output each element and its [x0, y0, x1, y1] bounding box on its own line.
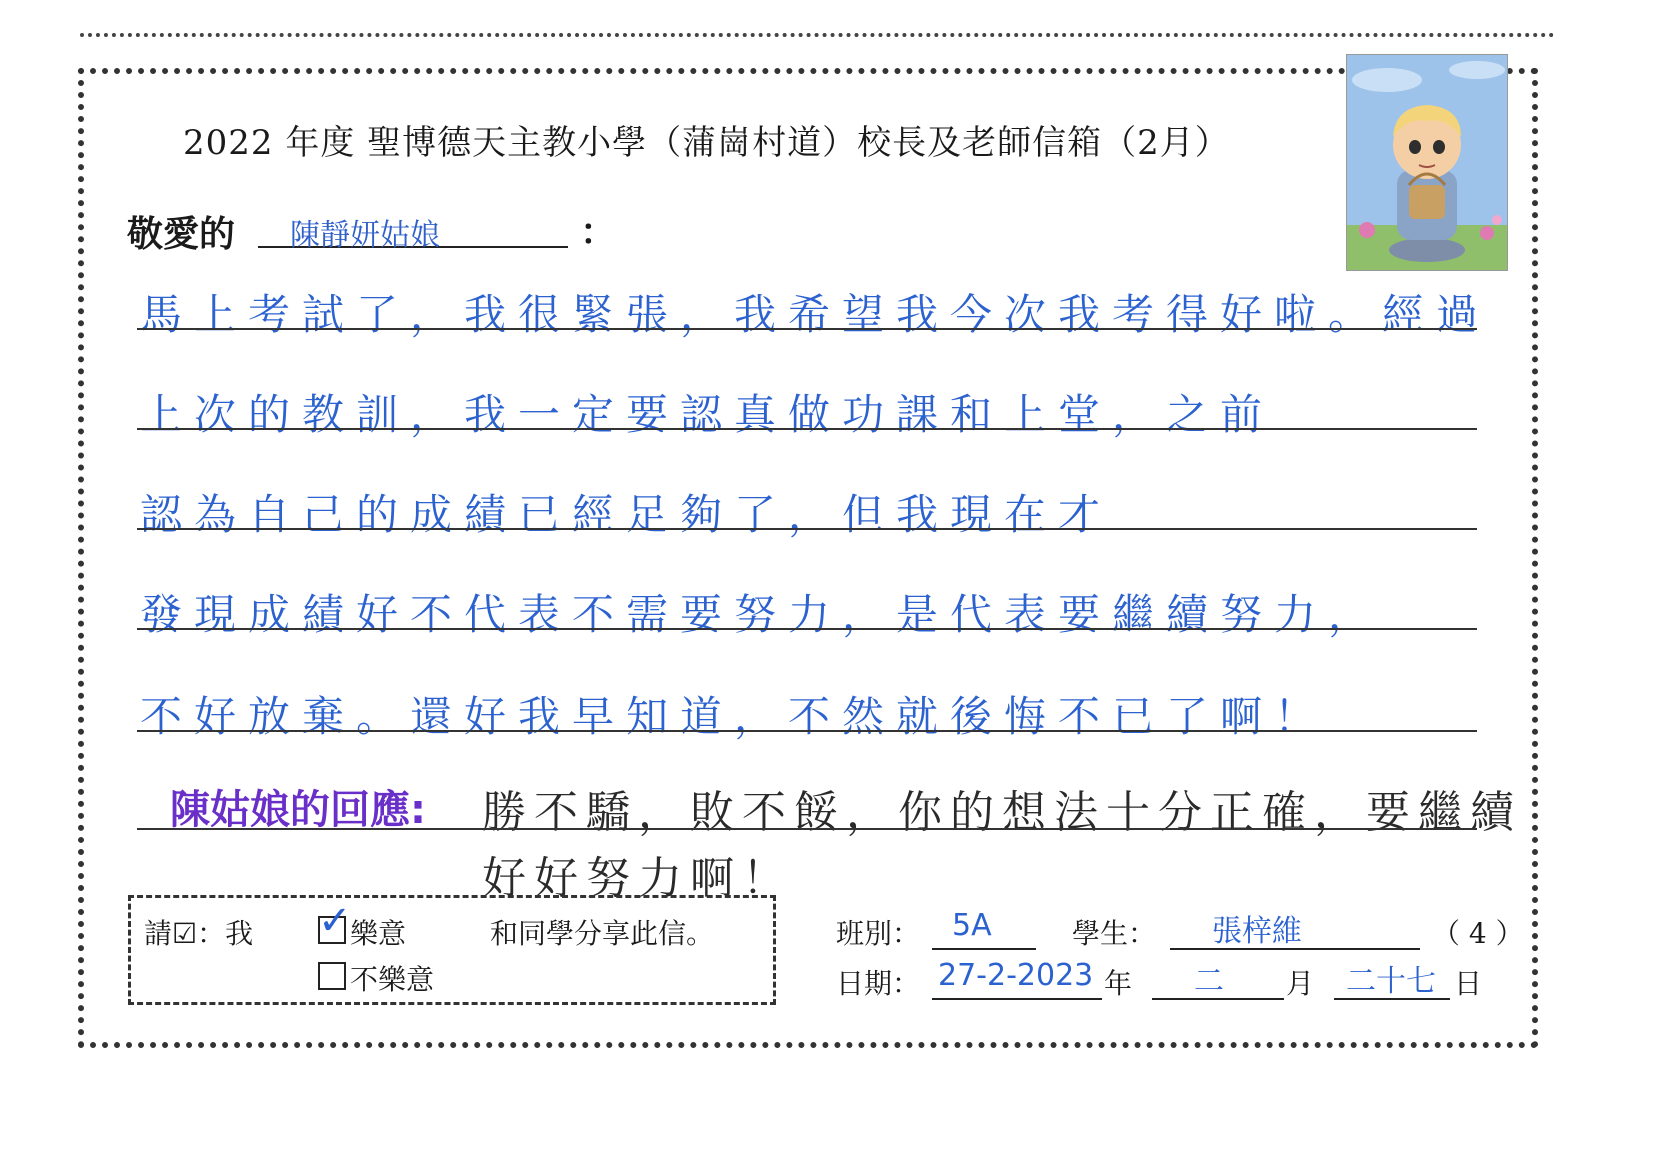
student-label: 學生： [1072, 917, 1157, 950]
agree-option-label: 樂意 [350, 917, 407, 950]
date-value: 27-2-2023 [938, 958, 1094, 993]
reply-label: 陳姑娘的回應: [170, 787, 426, 833]
day-unit: 日 [1454, 967, 1483, 1000]
share-suffix: 和同學分享此信。 [490, 917, 715, 950]
letter-line: 上次的教訓，我一定要認真做功課和上堂，之前 [140, 390, 1275, 439]
sticker-image [1346, 54, 1508, 271]
writing-rule [137, 828, 1477, 830]
letter-line: 馬上考試了，我很緊張，我希望我今次我考得好啦。經過 [140, 290, 1491, 339]
month-unit: 月 [1286, 967, 1315, 1000]
salutation-colon: ： [580, 211, 617, 253]
top-dotted-rule [80, 33, 1555, 37]
reply-line: 勝不驕，敗不餒，你的想法十分正確，要繼續 [482, 787, 1522, 838]
year-unit: 年 [1104, 967, 1133, 1000]
salutation: 敬愛的 [127, 213, 236, 255]
writing-rule [137, 328, 1477, 330]
disagree-option-label: 不樂意 [350, 963, 435, 996]
class-label: 班別： [836, 917, 921, 950]
letter-line: 認為自己的成績已經足夠了，但我現在才 [140, 490, 1113, 539]
share-prefix: 請☑：我 [144, 917, 254, 950]
class-value: 5A [952, 908, 992, 943]
disagree-checkbox[interactable] [318, 962, 346, 990]
student-value: 張梓維 [1212, 914, 1302, 949]
letter-line: 發現成績好不代表不需要努力，是代表要繼續努力， [140, 590, 1383, 639]
check-mark-icon: ✓ [318, 898, 352, 944]
day-value: 二十七 [1346, 964, 1436, 999]
writing-rule [137, 730, 1477, 732]
date-label: 日期： [836, 967, 921, 1000]
letter-line: 不好放棄。還好我早知道，不然就後悔不已了啊！ [140, 692, 1329, 741]
page-title: 2022 年度 聖博德天主教小學（蒲崗村道）校長及老師信箱（2月） [183, 123, 1230, 163]
writing-rule [137, 428, 1477, 430]
student-number: （ 4 ） [1432, 917, 1524, 950]
month-value: 二 [1194, 964, 1224, 999]
writing-rule [137, 628, 1477, 630]
reply-line: 好好努力啊！ [482, 853, 794, 904]
writing-rule [137, 528, 1477, 530]
recipient-name: 陳靜妍姑娘 [290, 218, 440, 253]
